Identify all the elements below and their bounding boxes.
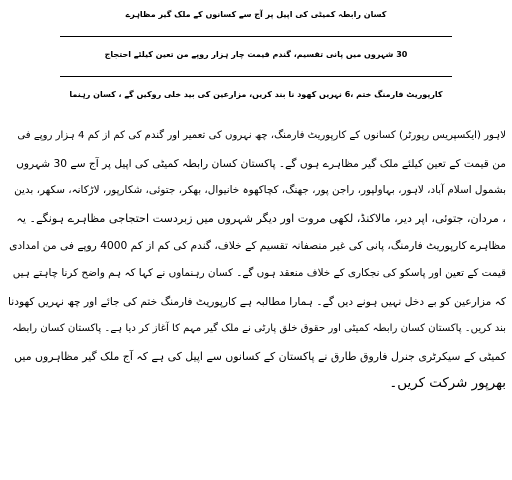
article-line: من قیمت کے تعین کیلئے ملک گیر مظاہرے ہوں گے۔ پاکستان کسان رابطہ کمیٹی کی اپیل پر آج سے 30 شہروں: [16, 156, 506, 170]
headline-sub: 30 شہروں میں پانی تقسیم، گندم قیمت چار ہزار روپے من تعین کیلئے احتجاج: [104, 50, 408, 59]
headline-divider: [60, 36, 452, 37]
headline-tertiary: کارپوریٹ فارمنگ ختم ،6 نہریں کھود نا بند کریں، مزارعین کی بید خلی روکیں گے ، کسان رہنما: [69, 90, 443, 99]
article-body: [6, 122, 506, 398]
article-line: ، مردان، جتوئی، اپر دیر، مالاکنڈ، لکھی مروت اور دیگر شہروں میں زبردست احتجاجی مظاہرے ہونگے۔ یہ: [16, 211, 506, 225]
article-line: بشمول اسلام آباد، لاہور، بہاولپور، راجن پور، جھنگ، کچاکھوہ خانیوال، بھکر، جتوئی، شکارپور، لاڑکانہ، سکھر، بدین: [14, 184, 506, 197]
article-line: قیمت کے تعین اور پاسکو کی نجکاری کے خلاف منعقد ہوں گے۔ کسان رہنماوں نے کہا کہ ہم واضح کرنا چاہتے ہیں: [12, 266, 506, 279]
article-line: کمیٹی کے سیکرٹری جنرل فاروق طارق نے پاکستان کے کسانوں سے اپیل کی ہے کہ آج ملک گیر مظاہروں میں: [14, 349, 506, 363]
article-line: لاہور (ایکسپریس رپورٹر) کسانوں کے کارپوریٹ فارمنگ، چھ نہروں کی تعمیر اور گندم کی کم از کم 4 ہزار روپے فی: [17, 130, 506, 141]
article-line: مظاہرے کارپوریٹ فارمنگ، پانی کی غیر منصفانہ تقسیم کے خلاف، گندم کی کم از کم 4000 روپے فی من امدادی: [9, 239, 506, 253]
headline-divider: [60, 76, 452, 77]
article-line: بھرپور شرکت کریں۔: [389, 376, 506, 392]
article-line: کہ مزارعین کو بے دخل نہیں ہونے دیں گے۔ ہمارا مطالبہ ہے کارپوریٹ فارمنگ ختم کی جائے اور چھ نہریں کھودنا: [8, 294, 506, 308]
headline-main: کسان رابطہ کمیٹی کی اپیل پر آج سے کسانوں کے ملک گیر مظاہرے: [125, 10, 387, 19]
article-line: بند کریں۔ پاکستان کسان رابطہ کمیٹی اور حقوق خلق پارٹی نے ملک گیر مہم کا آغاز کر دیا ہے۔ پاکستان کسان رابطہ: [12, 323, 506, 335]
